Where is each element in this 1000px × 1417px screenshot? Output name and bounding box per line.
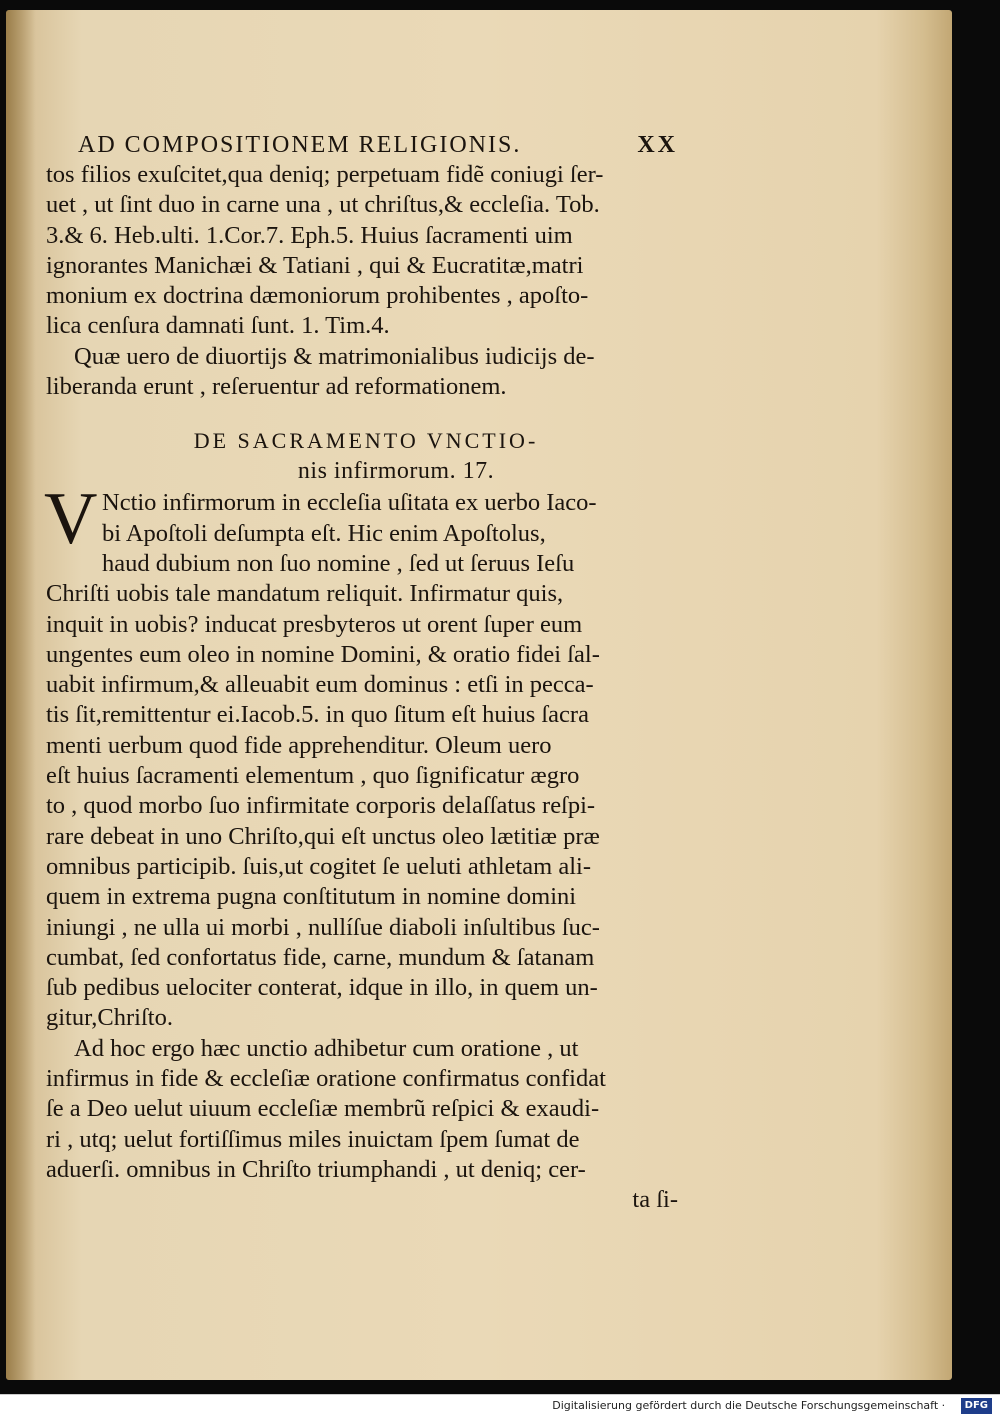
- text-line: infirmus in fide & eccleſiæ oratione confirmatus confidat: [46, 1065, 606, 1093]
- text-line: ſub pedibus uelociter conterat, idque in illo, in quem un-: [46, 974, 598, 1002]
- text-line: ri , utq; uelut fortiſſimus miles inuictam ſpem ſumat de: [46, 1125, 580, 1153]
- text-line: gitur,Chriſto.: [46, 1004, 173, 1032]
- paragraph-1: [46, 160, 686, 342]
- text-line: rare debeat in uno Chriſto,qui eſt unctus oleo lætitiæ præ: [46, 822, 600, 850]
- text-block: [46, 130, 686, 1216]
- text-line: cumbat, ſed confortatus fide, carne, mundum & ſatanam: [46, 943, 595, 971]
- text-line: inquit in uobis? inducat presbyteros ut orent ſuper eum: [46, 610, 583, 638]
- footer-credit-text: Digitalisierung gefördert durch die Deutsche Forschungsgemeinschaft ·: [552, 1399, 946, 1412]
- text-line: tis ſit,remittentur ei.Iacob.5. in quo ſitum eſt huius ſacra: [46, 701, 589, 729]
- gutter-shadow: [6, 10, 36, 1380]
- text-line: monium ex doctrina dæmoniorum prohibentes , apoſto-: [46, 282, 589, 310]
- section-heading-line-2: nis infirmorum. 17.: [297, 458, 495, 485]
- running-head: [78, 130, 678, 160]
- text-line: uabit infirmum,& alleuabit eum dominus : etſi in pecca-: [46, 671, 594, 699]
- drop-cap-initial: V: [44, 478, 98, 561]
- paragraph-4: [46, 1034, 686, 1216]
- paragraph-3: [44, 478, 686, 1033]
- book-page: [6, 10, 952, 1380]
- section-heading-line-1: DE SACRAMENTO VNCTIO-: [193, 428, 539, 454]
- text-line: liberanda erunt , reſeruentur ad reformationem.: [46, 373, 507, 401]
- text-line: ſe a Deo uelut uiuum eccleſiæ membrũ reſpici & exaudi-: [46, 1095, 600, 1123]
- text-line: 3.& 6. Heb.ulti. 1.Cor.7. Eph.5. Huius ſacramenti uim: [46, 221, 573, 249]
- text-line: bi Apoſtoli deſumpta eſt. Hic enim Apoſtolus,: [102, 519, 546, 547]
- text-line: lica cenſura damnati ſunt. 1. Tim.4.: [46, 312, 390, 340]
- text-line: Chriſti uobis tale mandatum reliquit. Infirmatur quis,: [46, 580, 564, 608]
- text-line: to , quod morbo ſuo infirmitate corporis delaſſatus reſpi-: [46, 792, 596, 820]
- text-line: aduerſi. omnibus in Chriſto triumphandi , ut deniq; cer-: [46, 1155, 586, 1183]
- text-line: uet , ut ſint duo in carne una , ut chriſtus,& eccleſia. Tob.: [46, 191, 600, 219]
- text-line: quem in extrema pugna conſtitutum in nomine domini: [46, 883, 577, 911]
- section-heading: [46, 426, 686, 486]
- paragraph-2: [46, 342, 686, 403]
- text-line: tos filios exuſcitet,qua deniq; perpetuam fidẽ coniugi ſer-: [46, 161, 604, 188]
- text-line: ignorantes Manichæi & Tatiani , qui & Eucratitæ,matri: [46, 251, 584, 279]
- dfg-logo: DFG: [961, 1398, 992, 1414]
- text-line: Quæ uero de diuortijs & matrimonialibus iudicijs de-: [74, 342, 595, 370]
- running-head-title: AD COMPOSITIONEM RELIGIONIS.: [78, 132, 522, 158]
- text-line: omnibus participib. ſuis,ut cogitet ſe ueluti athletam ali-: [46, 852, 592, 880]
- catchword: ta ſi-: [632, 1186, 678, 1214]
- text-line: Nctio infirmorum in eccleſia uſitata ex uerbo Iaco-: [102, 489, 597, 517]
- text-line: Ad hoc ergo hæc unctio adhibetur cum oratione , ut: [74, 1034, 579, 1062]
- folio-number: XX: [637, 132, 678, 158]
- text-line: ungentes eum oleo in nomine Domini, & oratio fidei ſal-: [46, 640, 600, 668]
- text-line: iniungi , ne ulla ui morbi , nullíſue diaboli inſultibus ſuc-: [46, 913, 600, 941]
- text-line: menti uerbum quod fide apprehenditur. Oleum uero: [46, 731, 552, 759]
- text-line: haud dubium non ſuo nomine , ſed ut ſeruus Ieſu: [102, 549, 575, 577]
- funding-footer: [0, 1394, 1000, 1417]
- text-line: eſt huius ſacramenti elementum , quo ſignificatur ægro: [46, 762, 580, 790]
